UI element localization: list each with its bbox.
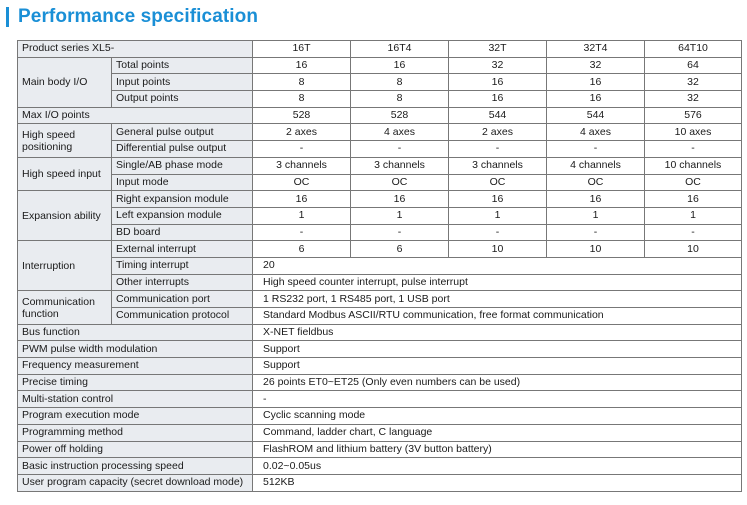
table-row (18, 91, 742, 108)
table-row (18, 458, 742, 475)
table-row (18, 341, 742, 358)
value-cell: 3 channels (253, 157, 351, 174)
value-cell: OC (351, 174, 449, 191)
value-cell: 16 (351, 57, 449, 74)
value-cell: 544 (547, 107, 645, 124)
value-cell: 3 channels (449, 157, 547, 174)
value-cell-wide: Command, ladder chart, C language (253, 424, 742, 441)
row-label: Bus function (18, 324, 253, 341)
table-row (18, 358, 742, 375)
table-row (18, 124, 742, 141)
sub-label: BD board (112, 224, 253, 241)
row-label: Programming method (18, 424, 253, 441)
value-cell: 8 (253, 74, 351, 91)
sub-label: Total points (112, 57, 253, 74)
value-cell: 576 (645, 107, 742, 124)
value-cell-wide: - (253, 391, 742, 408)
value-cell: - (547, 141, 645, 158)
sub-label: Right expansion module (112, 191, 253, 208)
row-label: Power off holding (18, 441, 253, 458)
value-cell: 16 (449, 191, 547, 208)
value-cell: 528 (253, 107, 351, 124)
table-row (18, 391, 742, 408)
value-cell-wide: 20 (253, 257, 742, 274)
value-cell-wide: FlashROM and lithium battery (3V button battery) (253, 441, 742, 458)
value-cell: - (645, 224, 742, 241)
value-cell: - (253, 141, 351, 158)
sub-label: General pulse output (112, 124, 253, 141)
value-cell: 1 (253, 207, 351, 224)
row-label: Max I/O points (18, 107, 253, 124)
value-cell: 32 (449, 57, 547, 74)
value-cell: 10 (449, 241, 547, 258)
value-cell: 16 (253, 57, 351, 74)
value-cell: 528 (351, 107, 449, 124)
value-cell: - (253, 224, 351, 241)
value-cell: 16 (547, 74, 645, 91)
value-cell: - (449, 224, 547, 241)
row-label: Precise timing (18, 374, 253, 391)
value-cell: 10 (547, 241, 645, 258)
table-row (18, 207, 742, 224)
row-label: Program execution mode (18, 408, 253, 425)
value-cell: OC (547, 174, 645, 191)
section-heading (6, 2, 258, 32)
table-row (18, 141, 742, 158)
value-cell-wide: 512KB (253, 474, 742, 491)
sub-label: Timing interrupt (112, 257, 253, 274)
table-row (18, 107, 742, 124)
value-cell: - (351, 141, 449, 158)
value-cell: 1 (449, 207, 547, 224)
table-row (18, 257, 742, 274)
value-cell: 32 (645, 91, 742, 108)
sub-label: Left expansion module (112, 207, 253, 224)
value-cell-wide: X-NET fieldbus (253, 324, 742, 341)
value-cell: 8 (351, 91, 449, 108)
value-cell: 4 axes (547, 124, 645, 141)
value-cell-wide: Standard Modbus ASCII/RTU communication, free format communication (253, 308, 742, 325)
group-label: High speed input (18, 157, 112, 190)
row-label: Frequency measurement (18, 358, 253, 375)
sub-label: Single/AB phase mode (112, 157, 253, 174)
table-row (18, 224, 742, 241)
value-cell: 10 (645, 241, 742, 258)
value-cell: 2 axes (253, 124, 351, 141)
table-row (18, 241, 742, 258)
value-cell-wide: Support (253, 358, 742, 375)
value-cell: OC (253, 174, 351, 191)
row-label: Basic instruction processing speed (18, 458, 253, 475)
value-cell: 3 channels (351, 157, 449, 174)
table-row (18, 424, 742, 441)
value-cell: - (645, 141, 742, 158)
group-label: Main body I/O (18, 57, 112, 107)
row-label: User program capacity (secret download mode) (18, 474, 253, 491)
table-row (18, 308, 742, 325)
value-cell: 6 (253, 241, 351, 258)
sub-label: Other interrupts (112, 274, 253, 291)
table-row (18, 274, 742, 291)
value-cell: 2 axes (449, 124, 547, 141)
table-row (18, 441, 742, 458)
value-cell: 32 (547, 57, 645, 74)
value-cell: 1 (645, 207, 742, 224)
model-header: 16T (253, 41, 351, 58)
table-row (18, 324, 742, 341)
table-row (18, 408, 742, 425)
sub-label: Differential pulse output (112, 141, 253, 158)
value-cell-wide: Cyclic scanning mode (253, 408, 742, 425)
table-row (18, 157, 742, 174)
value-cell: 8 (253, 91, 351, 108)
table-row (18, 474, 742, 491)
table-row (18, 174, 742, 191)
group-label: Interruption (18, 241, 112, 291)
row-label: Multi-station control (18, 391, 253, 408)
model-header: 32T (449, 41, 547, 58)
value-cell: OC (449, 174, 547, 191)
sub-label: Input mode (112, 174, 253, 191)
value-cell: 4 axes (351, 124, 449, 141)
performance-spec-table (17, 40, 742, 492)
value-cell: 544 (449, 107, 547, 124)
value-cell: 16 (449, 74, 547, 91)
value-cell: 16 (547, 191, 645, 208)
sub-label: Communication port (112, 291, 253, 308)
table-header-row (18, 41, 742, 58)
product-series-label: Product series XL5- (18, 41, 253, 58)
value-cell: 8 (351, 74, 449, 91)
value-cell-wide: 1 RS232 port, 1 RS485 port, 1 USB port (253, 291, 742, 308)
value-cell: - (547, 224, 645, 241)
table-row (18, 191, 742, 208)
table-row (18, 57, 742, 74)
value-cell: - (449, 141, 547, 158)
table-row (18, 74, 742, 91)
value-cell-wide: 26 points ET0~ET25 (Only even numbers can be used) (253, 374, 742, 391)
value-cell: 16 (351, 191, 449, 208)
value-cell: 16 (547, 91, 645, 108)
value-cell: - (351, 224, 449, 241)
sub-label: Communication protocol (112, 308, 253, 325)
value-cell: 10 channels (645, 157, 742, 174)
value-cell-wide: Support (253, 341, 742, 358)
row-label: PWM pulse width modulation (18, 341, 253, 358)
group-label: Communication function (18, 291, 112, 324)
value-cell-wide: High speed counter interrupt, pulse interrupt (253, 274, 742, 291)
value-cell: 1 (547, 207, 645, 224)
value-cell: 6 (351, 241, 449, 258)
value-cell-wide: 0.02~0.05us (253, 458, 742, 475)
value-cell: OC (645, 174, 742, 191)
value-cell: 1 (351, 207, 449, 224)
sub-label: Input points (112, 74, 253, 91)
value-cell: 64 (645, 57, 742, 74)
value-cell: 16 (449, 91, 547, 108)
sub-label: External interrupt (112, 241, 253, 258)
sub-label: Output points (112, 91, 253, 108)
table-row (18, 291, 742, 308)
value-cell: 16 (645, 191, 742, 208)
table-row (18, 374, 742, 391)
value-cell: 4 channels (547, 157, 645, 174)
value-cell: 10 axes (645, 124, 742, 141)
heading-accent-bar (6, 7, 9, 27)
model-header: 32T4 (547, 41, 645, 58)
page-title: Performance specification (18, 6, 259, 27)
value-cell: 16 (253, 191, 351, 208)
model-header: 16T4 (351, 41, 449, 58)
group-label: High speed positioning (18, 124, 112, 157)
model-header: 64T10 (645, 41, 742, 58)
value-cell: 32 (645, 74, 742, 91)
group-label: Expansion ability (18, 191, 112, 241)
